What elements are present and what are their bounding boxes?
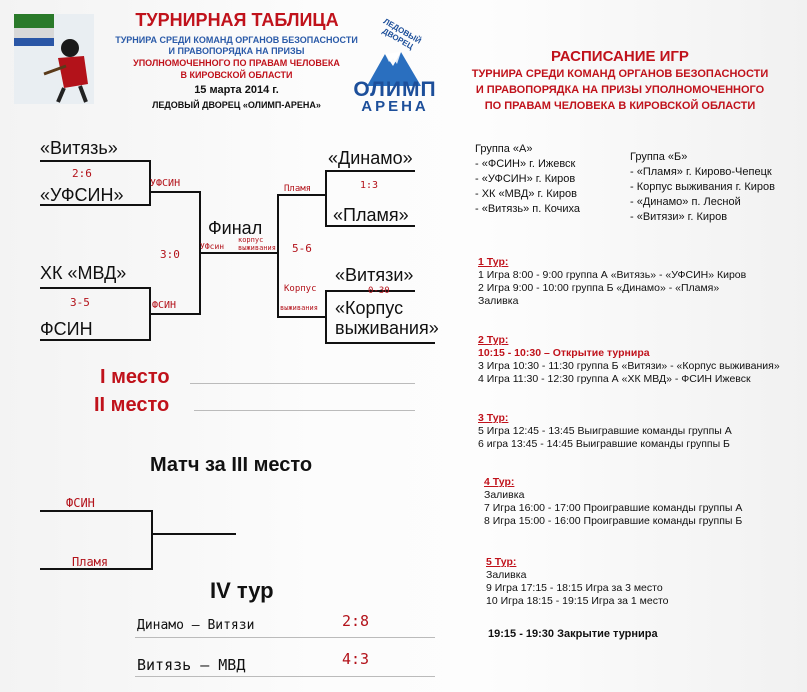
group-a-item: - ХК «МВД» г. Киров [475, 188, 577, 200]
group-b [630, 150, 805, 225]
tour-header: 5 Тур: [486, 556, 517, 568]
tour-line: 3 Игра 10:30 - 11:30 группа Б «Витязи» - «Корпус выживания» [478, 360, 780, 372]
team-plamya: «Пламя» [333, 205, 409, 225]
round4-line1 [135, 637, 435, 638]
tour-line: Заливка [478, 295, 519, 307]
team-vityaz: «Витязь» [40, 138, 118, 158]
tour-line: 5 Игра 12:45 - 13:45 Выигравшие команды группы А [478, 425, 732, 437]
schedule-sub3: ПО ПРАВАМ ЧЕЛОВЕКА В КИРОВСКОЙ ОБЛАСТИ [484, 100, 756, 112]
tour-4 [484, 476, 804, 528]
tour-line: 9 Игра 17:15 - 18:15 Игра за 3 место [486, 582, 663, 594]
tour-header: 3 Тур: [478, 412, 509, 424]
tour-line: 7 Игра 16:00 - 17:00 Проигравшие команды группы А [484, 502, 743, 514]
first-place-line [190, 383, 415, 384]
schedule-sub1: ТУРНИРА СРЕДИ КОМАНД ОРГАНОВ БЕЗОПАСНОСТИ [471, 68, 769, 80]
tour-line: 10 Игра 18:15 - 19:15 Игра за 1 место [486, 595, 669, 607]
score-vityaz-ufsin: 2:6 [72, 167, 92, 180]
round4-game1: Динамо – Витязи [137, 618, 255, 633]
first-place-label: I место [100, 366, 170, 388]
logo-arc-text: ЛЕДОВЫЙ ДВОРЕЦ [380, 16, 423, 52]
final-left: УФсин [200, 242, 225, 251]
round4-title: IV тур [210, 578, 274, 603]
final-label: Финал [208, 218, 263, 238]
round4-line2 [135, 676, 435, 677]
poster-subtitle-2: И ПРАВОПОРЯДКА НА ПРИЗЫ [168, 46, 305, 56]
tour-line: 1 Игра 8:00 - 9:00 группа А «Витязь» - «УФСИН» Киров [478, 269, 747, 281]
round4-score1: 2:8 [342, 612, 370, 630]
semi-score-left: 3:0 [160, 248, 180, 261]
team-fsin: ФСИН [40, 319, 93, 339]
tour-header: 2 Тур: [478, 334, 509, 346]
winner-fsin: ФСИН [152, 300, 177, 311]
tour-line: 4 Игра 11:30 - 12:30 группа А «ХК МВД» - ФСИН Ижевск [478, 373, 751, 385]
team-dinamo: «Динамо» [328, 148, 413, 168]
poster-date: 15 марта 2014 г. [194, 84, 279, 96]
winner-ufsin: УФСИН [150, 178, 181, 189]
poster-title: ТУРНИРНАЯ ТАБЛИЦА [135, 10, 339, 30]
logo-name: ОЛИМП [353, 78, 437, 101]
third-team-plamya: Пламя [72, 555, 109, 569]
round4-game2: Витязь – МВД [137, 656, 246, 674]
schedule-sub2: И ПРАВОПОРЯДКА НА ПРИЗЫ УПОЛНОМОЧЕННОГО [475, 84, 765, 96]
winner-korpus-2: выживания [280, 304, 318, 312]
tour-5 [486, 556, 804, 608]
team-hk-mvd: ХК «МВД» [40, 263, 127, 283]
group-a-title: Группа «А» [475, 143, 533, 155]
group-b-item: - «Пламя» г. Кирово-Чепецк [630, 166, 772, 178]
group-b-item: - «Динамо» п. Лесной [630, 196, 741, 208]
closing-ceremony: 19:15 - 19:30 Закрытие турнира [488, 628, 658, 640]
tour-line: 6 игра 13:45 - 14:45 Выигравшие команды группы Б [478, 438, 730, 450]
group-a [475, 142, 625, 217]
score-mvd-fsin: 3-5 [70, 296, 90, 309]
tour-line: 2 Игра 9:00 - 10:00 группа Б «Динамо» - «Пламя» [478, 282, 720, 294]
round4-score2: 4:3 [342, 650, 370, 668]
score-dinamo-plamya: 1:3 [360, 180, 379, 191]
final-right: корпус выживания [238, 236, 276, 252]
third-place-title: Матч за III место [150, 454, 313, 476]
tour-line: Заливка [486, 569, 527, 581]
tour-opening: 10:15 - 10:30 – Открытие турнира [478, 347, 650, 359]
team-korpus-1: «Корпус [335, 298, 404, 318]
group-a-item: - «ФСИН» г. Ижевск [475, 158, 576, 170]
tour-header: 4 Тур: [484, 476, 515, 488]
team-vityazi: «Витязи» [335, 265, 414, 285]
group-b-item: - «Витязи» г. Киров [630, 211, 728, 223]
semi-score-right: 5-6 [292, 242, 312, 255]
group-b-title: Группа «Б» [630, 151, 688, 163]
poster-venue: ЛЕДОВЫЙ ДВОРЕЦ «ОЛИМП-АРЕНА» [152, 100, 321, 110]
second-place-line [194, 410, 415, 411]
winner-plamya: Пламя [284, 184, 312, 194]
third-team-fsin: ФСИН [66, 496, 95, 510]
player-photo [14, 14, 94, 104]
tour-1 [478, 256, 803, 308]
group-b-item: - Корпус выживания г. Киров [630, 181, 775, 193]
tour-header: 1 Тур: [478, 256, 509, 268]
team-ufsin: «УФСИН» [40, 185, 124, 205]
tour-line: 8 Игра 15:00 - 16:00 Проигравшие команды группы Б [484, 515, 743, 527]
score-vityazi-korpus: 0-30 [368, 286, 390, 296]
team-korpus-2: выживания» [335, 318, 439, 338]
winner-korpus-1: Корпус [284, 284, 317, 294]
poster-subtitle-1: ТУРНИРА СРЕДИ КОМАНД ОРГАНОВ БЕЗОПАСНОСТИ [115, 35, 358, 45]
poster-subtitle-4: В КИРОВСКОЙ ОБЛАСТИ [180, 70, 293, 80]
group-a-item: - «Витязь» п. Кочиха [475, 203, 580, 215]
schedule-title: РАСПИСАНИЕ ИГР [551, 48, 689, 65]
tour-2 [478, 334, 803, 386]
poster-subtitle-3: УПОЛНОМОЧЕННОГО ПО ПРАВАМ ЧЕЛОВЕКА [133, 58, 340, 68]
logo-sub: АРЕНА [361, 98, 429, 115]
group-a-item: - «УФСИН» г. Киров [475, 173, 576, 185]
second-place-label: II место [94, 394, 170, 416]
tour-3 [478, 412, 803, 451]
tour-line: Заливка [484, 489, 525, 501]
